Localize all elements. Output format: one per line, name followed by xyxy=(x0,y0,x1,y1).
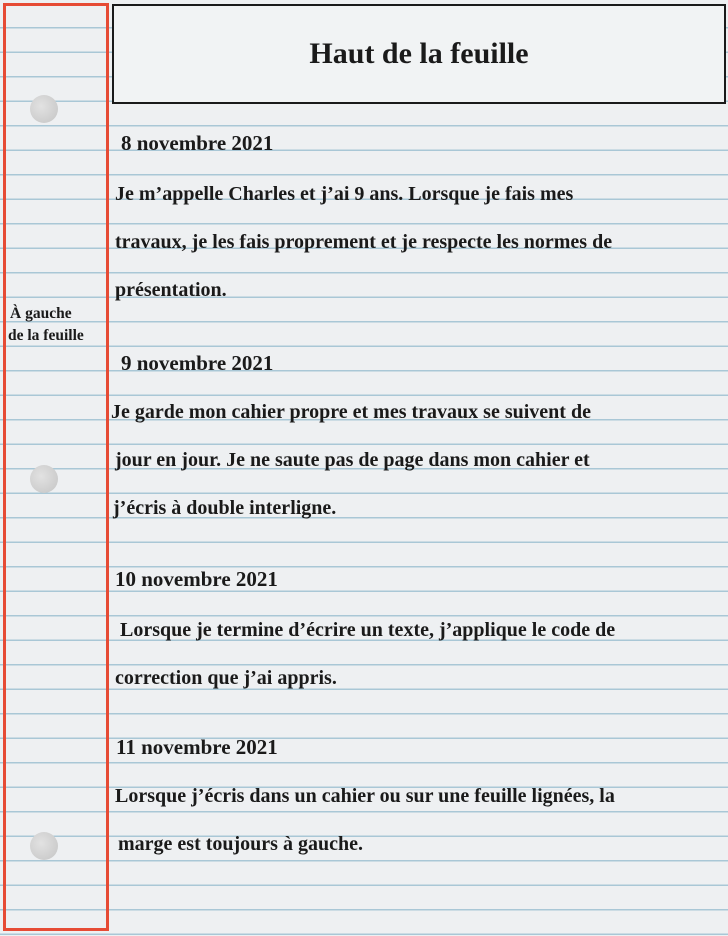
entry-text xyxy=(111,388,711,532)
entry-line: Lorsque je termine d’écrire un texte, j’applique le code de xyxy=(120,619,616,641)
entry-date: 9 novembre 2021 xyxy=(121,351,274,375)
entry-line: Lorsque j’écris dans un cahier ou sur une feuille lignées, la xyxy=(115,785,615,807)
margin-label-line2: de la feuille xyxy=(8,327,84,344)
page-title-box xyxy=(112,4,726,104)
entry-line: marge est toujours à gauche. xyxy=(118,833,363,855)
entry-text xyxy=(115,772,715,868)
page-title: Haut de la feuille xyxy=(309,37,529,70)
entry-text xyxy=(115,606,715,702)
entry-date: 11 novembre 2021 xyxy=(116,735,278,759)
binder-hole-middle xyxy=(30,465,58,493)
margin-label xyxy=(0,303,120,347)
entry-line: j’écris à double interligne. xyxy=(113,497,337,519)
margin-label-line1: À gauche xyxy=(10,305,72,322)
entry-date: 10 novembre 2021 xyxy=(115,567,278,591)
entry-text xyxy=(115,170,715,314)
entry-line: correction que j’ai appris. xyxy=(115,667,337,689)
entry-line: Je garde mon cahier propre et mes travaux se suivent de xyxy=(111,401,591,423)
binder-hole-top xyxy=(30,95,58,123)
entry-date: 8 novembre 2021 xyxy=(121,131,274,155)
entry-line: Je m’appelle Charles et j’ai 9 ans. Lorsque je fais mes xyxy=(115,183,574,205)
binder-hole-bottom xyxy=(30,832,58,860)
entry-line: jour en jour. Je ne saute pas de page dans mon cahier et xyxy=(115,449,590,471)
entry-line: présentation. xyxy=(115,279,227,301)
left-margin-border xyxy=(3,3,109,931)
entry-line: travaux, je les fais proprement et je respecte les normes de xyxy=(115,231,613,253)
